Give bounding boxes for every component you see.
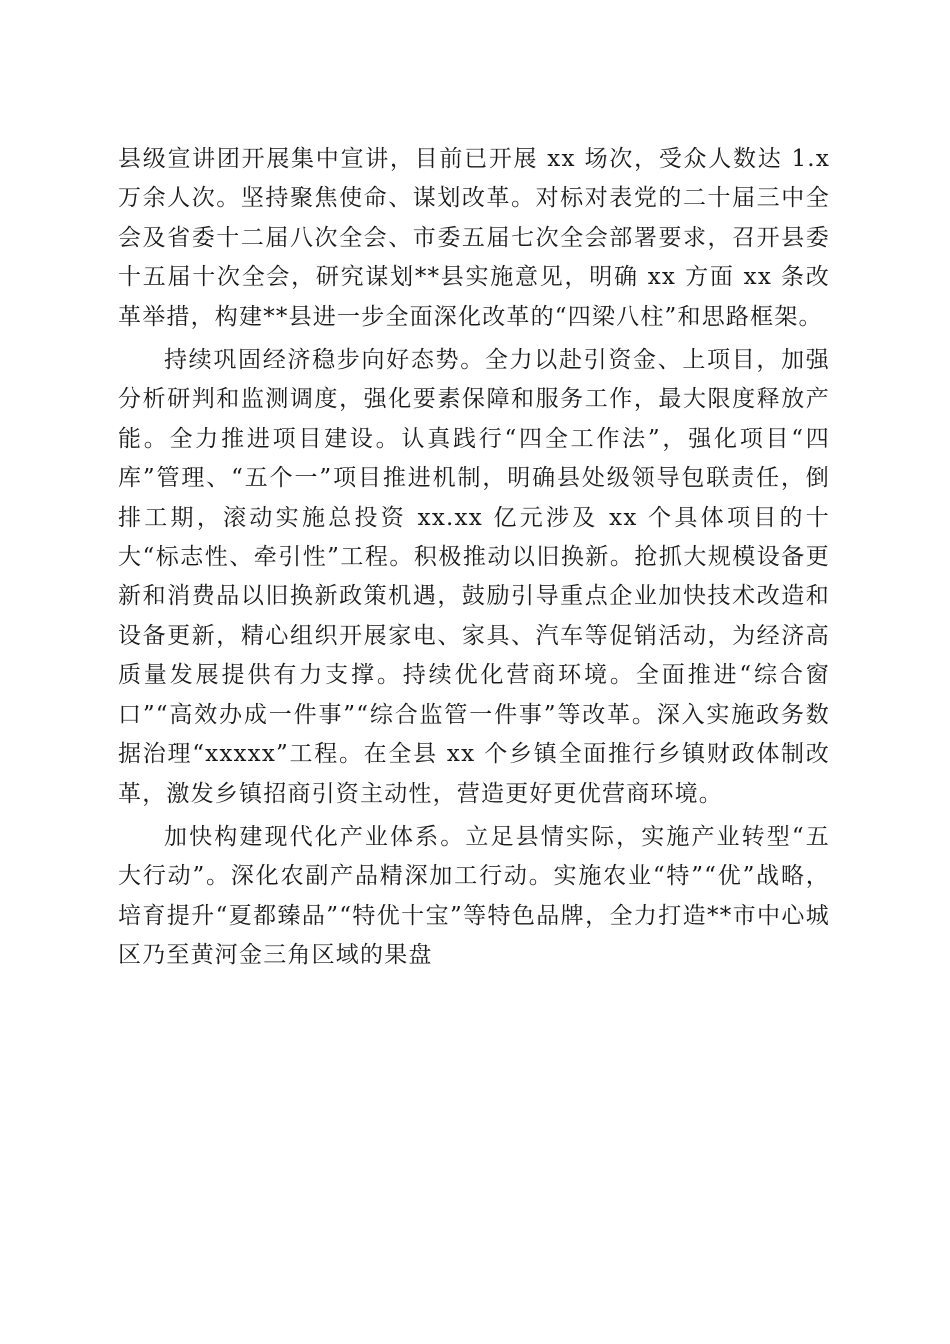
paragraph-continuation: 县级宣讲团开展集中宣讲，目前已开展 xx 场次，受众人数达 1.x 万余人次。坚持聚焦使命、谋划改革。对标对表党的二十届三中全会及省委十二届八次全会、市委五届七次全会部署要求，召开县委十五届十次全会，研究谋划**县实施意见，明确 xx 方面 xx 条改革举措，构建**县进一步全面深化改革的“四梁八柱”和思路框架。 — [118, 146, 830, 330]
paragraph-economy: 持续巩固经济稳步向好态势。全力以赴引资金、上项目，加强分析研判和监测调度，强化要素保障和服务工作，最大限度释放产能。全力推进项目建设。认真践行“四全工作法”，强化项目“四库”管理、“五个一”项目推进机制，明确县处级领导包联责任，倒排工期，滚动实施总投资 xx.xx 亿元涉及 xx 个具体项目的十大“标志性、牵引性”工程。积极推动以旧换新。抢抓大规模设备更新和消费品以旧换新政策机遇，鼓励引导重点企业加快技术改造和设备更新，精心组织开展家电、家具、汽车等促销活动，为经济高质量发展提供有力支撑。持续优化营商环境。全面推进“综合窗口”“高效办成一件事”“综合监管一件事”等改革。深入实施政务数据治理“xxxxx”工程。在全县 xx 个乡镇全面推行乡镇财政体制改革，激发乡镇招商引资主动性，营造更好更优营商环境。 — [118, 347, 830, 807]
document-body — [118, 140, 830, 980]
paragraph-industry: 加快构建现代化产业体系。立足县情实际，实施产业转型“五大行动”。深化农副产品精深加工行动。实施农业“特”“优”战略，培育提升“夏都臻品”“特优十宝”等特色品牌，全力打造**市中心城区乃至黄河金三角区域的果盘 — [118, 823, 830, 969]
